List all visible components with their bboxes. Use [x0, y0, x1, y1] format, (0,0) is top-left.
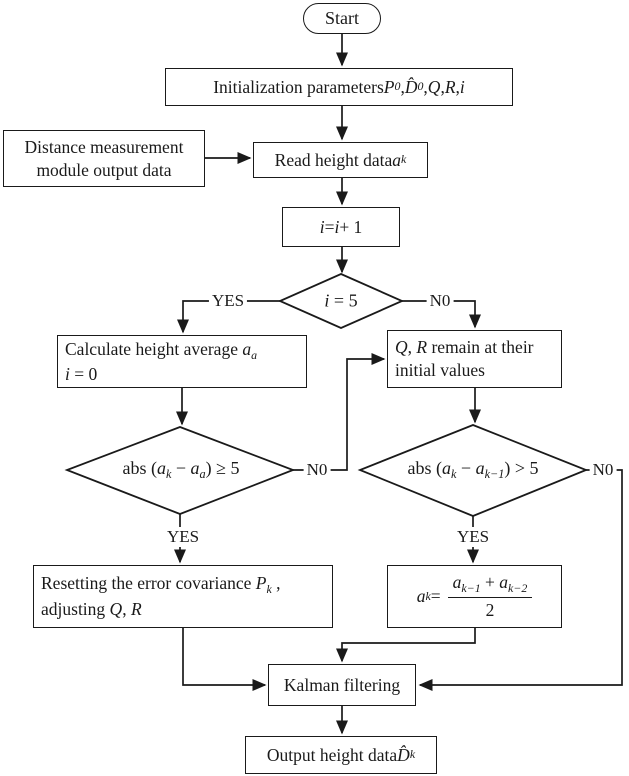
replace-denominator: 2: [485, 600, 495, 621]
edge-label-avg-no: N0: [304, 460, 331, 480]
calc-average-line1: Calculate height average $a_a$: [65, 338, 258, 362]
decision-abs-prev-label: abs $(a_k - a_{k-1}) > 5$: [407, 458, 539, 481]
decision-i5-label: i = 5: [324, 290, 358, 311]
edge-replace-to-kalman: [342, 628, 475, 661]
qr-remain-line1: Q, R remain at their: [395, 337, 534, 358]
replace-lhs: a k =: [416, 586, 441, 607]
decision-abs-avg-label: abs $(a_k - a_a) \ge 5$: [122, 458, 240, 481]
edge-label-i-yes: YES: [209, 291, 247, 311]
kalman-filtering-node: Kalman filtering: [268, 664, 416, 706]
edge-label-prev-no: N0: [590, 460, 617, 480]
replace-fraction: [448, 571, 533, 622]
calc-average-line2: i = 0: [65, 363, 98, 384]
reset-covariance-line2: adjusting Q, R: [41, 598, 142, 619]
distance-module-line1: Distance measurement: [24, 136, 184, 157]
read-height-node: Read height data a k: [253, 142, 428, 178]
init-parameters-node: Initialization parameters P 0 , D̂ 0 , Q , R , i: [165, 68, 513, 106]
reset-covariance-node: [33, 565, 333, 628]
distance-module-node: [3, 130, 205, 187]
edge-label-prev-yes: YES: [454, 527, 492, 547]
distance-module-line2: module output data: [36, 159, 172, 180]
increment-i-node: i = i + 1: [282, 207, 400, 247]
edge-label-avg-yes: YES: [164, 527, 202, 547]
edge-reset-to-kalman: [183, 628, 265, 685]
qr-remain-node: [387, 330, 562, 388]
edge-label-i-no: N0: [427, 291, 454, 311]
start-node: Start: [303, 3, 381, 34]
output-height-node: Output height data D̂ k: [245, 736, 437, 774]
reset-covariance-line1: Resetting the error covariance $P_k$ ,: [41, 573, 281, 597]
replace-height-node: [387, 565, 562, 628]
qr-remain-line2: initial values: [395, 360, 485, 380]
replace-numerator: $a_{k-1} + a_{k-2}$: [448, 571, 533, 598]
calc-average-node: [57, 335, 307, 388]
